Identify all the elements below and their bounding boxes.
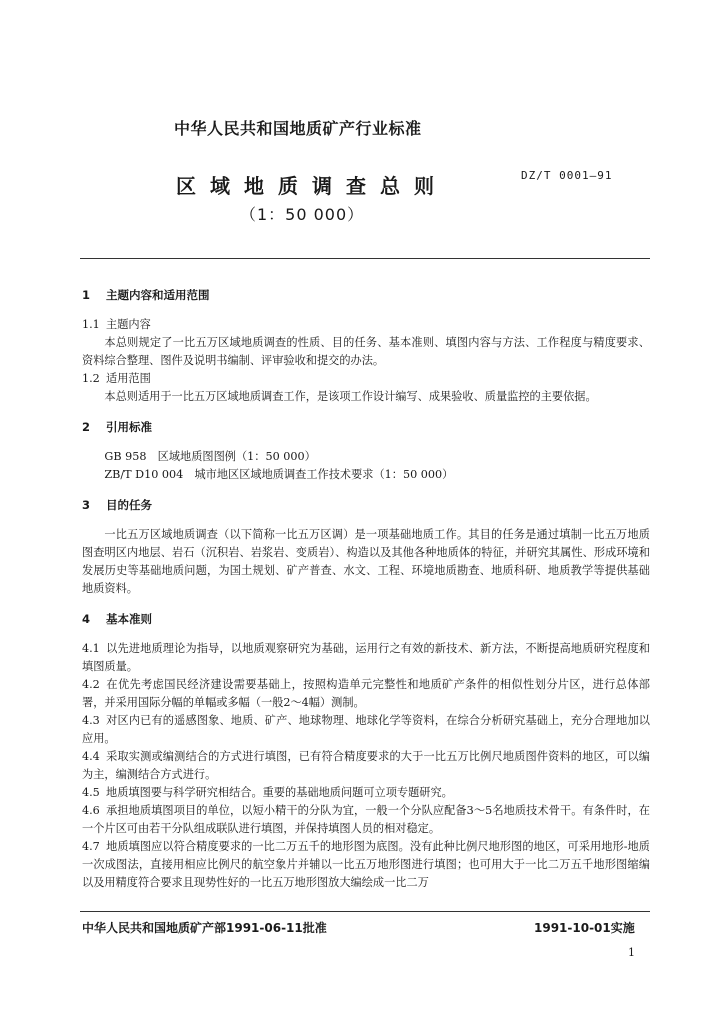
section-title: 主题内容和适用范围 (106, 288, 210, 302)
clause-number: 4.3 (82, 714, 100, 727)
document-body (82, 286, 650, 892)
approval-statement: 中华人民共和国地质矿产部1991-06-11批准 (82, 921, 327, 935)
clause-text: 采取实测或编测结合的方式进行填图，已有符合精度要求的大于一比五万比例尺地质图件资料的地区，可以编为主，编测结合方式进行。 (82, 750, 650, 781)
clause-4-1 (82, 640, 650, 676)
clause-text: 在优先考虑国民经济建设需要基础上，按照构造单元完整性和地质矿产条件的相似性划分片区，进行总体部署，并采用国际分幅的单幅或多幅（一般2～4幅）测制。 (82, 678, 650, 709)
section-title: 基本准则 (106, 612, 152, 626)
subsection-title: 主题内容 (106, 318, 151, 331)
implementation-date: 1991-10-01实施 (534, 921, 635, 935)
clause-number: 4.2 (82, 678, 100, 691)
clause-4-5 (82, 784, 650, 802)
subsection-title: 适用范围 (106, 372, 151, 385)
footer-divider (80, 911, 650, 912)
section-2-heading (82, 418, 650, 436)
section-4-heading (82, 610, 650, 628)
section-3-text: 一比五万区域地质调查（以下简称一比五万区调）是一项基础地质工作。其目的任务是通过填制一比五万地质图查明区内地层、岩石（沉积岩、岩浆岩、变质岩）、构造以及其他各种地质体的特征，并研究其属性、形成环境和发展历史等基础地质问题，为国土规划、矿产普查、水文、工程、环境地质勘查、地质科研、地质教学等提供基础地质资料。 (82, 528, 650, 595)
section-number: 2 (82, 420, 91, 434)
clause-number: 4.5 (82, 786, 100, 799)
subsection-number: 1.1 (82, 318, 100, 331)
clause-number: 4.1 (82, 642, 100, 655)
section-1-heading (82, 286, 650, 304)
clause-4-6 (82, 802, 650, 838)
clause-4-3 (82, 712, 650, 748)
reference-standard-1: GB 958 区域地质图图例（1：50 000） (104, 450, 316, 463)
clause-text: 对区内已有的遥感图象、地质、矿产、地球物理、地球化学等资料，在综合分析研究基础上，充分合理地加以应用。 (82, 714, 650, 745)
clause-text: 地质填图要与科学研究相结合。重要的基础地质问题可立项专题研究。 (106, 786, 453, 799)
document-scale: （1：50 000） (240, 205, 365, 224)
clause-text: 以先进地质理论为指导，以地质观察研究为基础，运用行之有效的新技术、新方法，不断提高地质研究程度和填图质量。 (82, 642, 650, 673)
issuing-organization: 中华人民共和国地质矿产行业标准 (174, 119, 422, 138)
standard-code: DZ/T 0001—91 (521, 169, 613, 182)
section-title: 引用标准 (106, 420, 152, 434)
section-title: 目的任务 (106, 498, 152, 512)
subsection-1-1-text: 本总则规定了一比五万区域地质调查的性质、目的任务、基本准则、填图内容与方法、工作程度与精度要求、资料综合整理、图件及说明书编制、评审验收和提交的办法。 (82, 336, 650, 367)
clause-4-7 (82, 838, 650, 892)
reference-standard-2: ZB/T D10 004 城市地区区域地质调查工作技术要求（1：50 000） (104, 468, 454, 481)
subsection-1-1-heading (82, 316, 650, 334)
header-divider (80, 258, 650, 259)
page-number: 1 (628, 946, 635, 959)
clause-text: 承担地质填图项目的单位，以短小精干的分队为宜，一般一个分队应配备3～5名地质技术骨干。有条件时，在一个片区可由若干分队组成联队进行填图，并保持填图人员的相对稳定。 (82, 804, 650, 835)
document-title: 区域地质调查总则 (176, 174, 448, 198)
subsection-number: 1.2 (82, 372, 100, 385)
section-number: 1 (82, 288, 91, 302)
section-number: 4 (82, 612, 91, 626)
clause-number: 4.4 (82, 750, 100, 763)
section-number: 3 (82, 498, 91, 512)
clause-text: 地质填图应以符合精度要求的一比二万五千的地形图为底图。没有此种比例尺地形图的地区，可采用地形-地质一次成图法，直接用相应比例尺的航空象片并辅以一比五万地形图进行填图；也可用大于一比二万五千地形图缩编以及用精度符合要求且现势性好的一比五万地形图放大编绘成一比二万 (82, 840, 650, 889)
section-3-heading (82, 496, 650, 514)
subsection-1-2-text: 本总则适用于一比五万区域地质调查工作，是该项工作设计编写、成果验收、质量监控的主要依据。 (104, 390, 597, 403)
clause-number: 4.7 (82, 840, 100, 853)
clause-4-2 (82, 676, 650, 712)
clause-4-4 (82, 748, 650, 784)
clause-number: 4.6 (82, 804, 100, 817)
subsection-1-2-heading (82, 370, 650, 388)
